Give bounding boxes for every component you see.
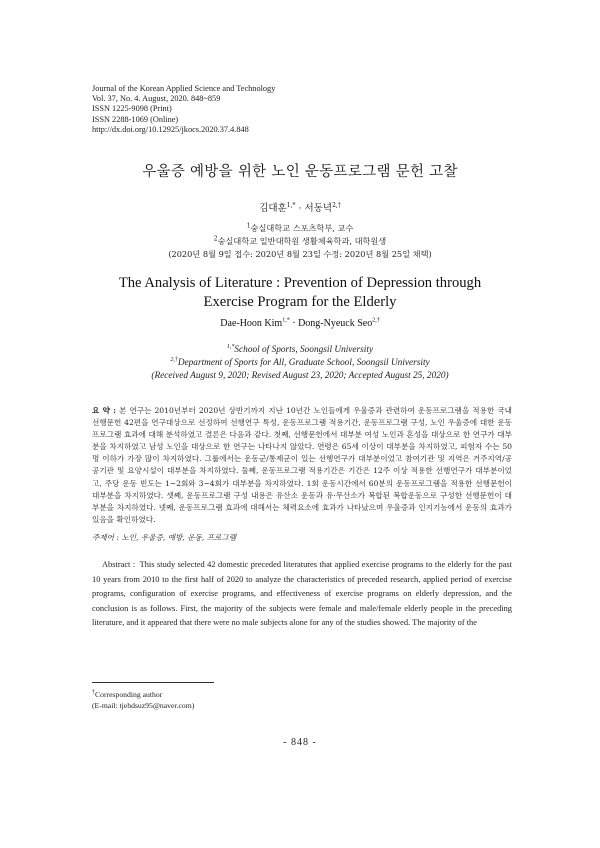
author-1-sup: 1,* <box>286 201 296 209</box>
author-separator: · <box>289 318 299 329</box>
author-1-name: Dae-Hoon Kim <box>220 318 283 329</box>
journal-header <box>92 84 275 135</box>
affiliation-sup: 1 <box>246 222 251 230</box>
author-2-name: 서동녁 <box>304 203 333 214</box>
journal-name: Journal of the Korean Applied Science and Technology <box>92 84 276 93</box>
affiliation-text: 숭실대학교 일반대학원 생활체육학과, 대학원생 <box>217 236 387 246</box>
korean-keywords <box>92 532 236 543</box>
korean-authors <box>0 200 600 214</box>
affiliation-sup: 1,* <box>226 343 235 350</box>
journal-volume: Vol. 37, No. 4. August, 2020. 848~859 <box>92 94 221 104</box>
korean-abstract-label: 요 약 : <box>92 406 117 415</box>
footnote <box>92 689 194 711</box>
footnote-line-1: Corresponding author <box>95 690 163 699</box>
affiliation-text: Department of Sports for All, Graduate School, Soongsil University <box>177 358 430 368</box>
footnote-email: (E-mail: tjehdsuz95@naver.com) <box>92 701 195 710</box>
footnote-corresponding-author <box>92 689 194 700</box>
footnote-divider <box>92 682 214 683</box>
keywords-label: 주제어 : <box>92 533 119 542</box>
english-abstract <box>92 558 512 631</box>
page-number: - 848 - <box>283 737 317 748</box>
journal-doi[interactable]: http://dx.doi.org/10.12925/jkocs.2020.37.4.848 <box>92 124 249 134</box>
korean-received-dates: (2020년 8월 9일 접수: 2020년 8월 23일 수정: 2020년 8월 25일 채택) <box>168 249 432 259</box>
journal-issn-online: ISSN 2288-1069 (Online) <box>92 114 179 124</box>
korean-affiliation-1 <box>0 222 600 235</box>
affiliation-sup: 2 <box>213 235 218 243</box>
korean-abstract-text: 본 연구는 2010년부터 2020년 상반기까지 지난 10년간 노인들에게 우울증과 관련하여 운동프로그램을 적용한 국내 선행문헌 42편을 연구대상으로 선정하여 선행연구 특성, 운동프로그램 적용기간, 운동프로그램 구성, 노인 우울증에 대한 운동프로그램 효과에 대해 분석하였고 결론은 다음과 같다. 첫째, 선행문헌에서 대부분 여성 노인과 혼성을 대상으로 한 연구가 대부분을 차지하였고 남성 노인을 대상으로 한 연구는 나타나지 않았다. 연령은 65세 이상이 대부분을 차지하였고, 피험자 수는 50명 이하가 가장 많이 차지하였다. 그룹에서는 운동군/통제군이 있는 선행연구가 대부분이었고 참여기관 및 지역은 거주지역/공공기관 및 요양시설이 대부분을 차지하였다. 둘째, 운동프로그램 적용기간은 기간은 12주 이상 적용한 선행연구가 대부분이었고, 주당 운동 빈도는 1~2회와 3~4회가 대부분을 차지하였다. 1회 운동시간에서 60분의 운동프로그램을 적용한 선행문헌이 대부분을 차지하였다. 셋째, 운동프로그램 구성 내용은 유산소 운동과 유·무산소가 복합된 복합운동으로 구성한 선행문헌이 대부분을 차지하였다. 넷째, 운동프로그램 효과에 대해서는 체력요소에 효과가 나타났으며 우울증과 인지기능에서 운동의 효과가 있음을 확인하였다. <box>92 406 512 524</box>
english-affiliation-2 <box>0 357 600 370</box>
korean-title: 우울증 예방을 위한 노인 운동프로그램 문헌 고찰 <box>142 164 458 180</box>
english-affiliations <box>0 344 600 383</box>
affiliation-text: School of Sports, Soongsil University <box>234 345 374 355</box>
korean-abstract <box>92 405 512 526</box>
author-2-sup: 2,† <box>332 201 341 209</box>
english-title-line-1: The Analysis of Literature : Prevention of Depression through <box>118 275 482 291</box>
author-2-name: Dong-Nyeuck Seo <box>298 318 373 329</box>
author-separator: · <box>295 203 305 214</box>
english-received-dates: (Received August 9, 2020; Revised August 23, 2020; Accepted August 25, 2020) <box>151 371 449 381</box>
korean-affiliations <box>0 222 600 261</box>
affiliation-sup: 2,† <box>170 356 178 363</box>
english-title-line-2: Exercise Program for the Elderly <box>203 293 397 310</box>
journal-issn-print: ISSN 1225-9098 (Print) <box>92 104 172 114</box>
affiliation-text: 숭실대학교 스포츠학부, 교수 <box>250 223 354 233</box>
english-affiliation-1 <box>0 344 600 357</box>
dagger-symbol: † <box>92 689 95 696</box>
author-1-sup: 1,* <box>282 317 290 324</box>
english-abstract-text: This study selected 42 domestic preceded literatures that applied exercise programs to the elderly for the past 10 years from 2010 to the first half of 2020 to analyze the characteristics of preceded research, applied period of exercise programs, configuration of exercise programs, and effectiveness of exercise programs on elderly depression, and the conclusion is as follows. First, the majority of the subjects were female and male/female elderly people in the preceding literature, and it appeared that there were no male subjects alone for any of the studies showed. The majority of the <box>92 560 512 628</box>
author-1-name: 김대훈 <box>259 203 287 214</box>
english-abstract-label: Abstract : <box>102 560 136 569</box>
author-2-sup: 2,† <box>372 317 380 324</box>
korean-affiliation-2 <box>0 235 600 248</box>
english-authors <box>0 318 600 329</box>
english-title <box>0 274 600 311</box>
keywords-text: 노인, 우울증, 예방, 운동, 프로그램 <box>121 533 237 542</box>
